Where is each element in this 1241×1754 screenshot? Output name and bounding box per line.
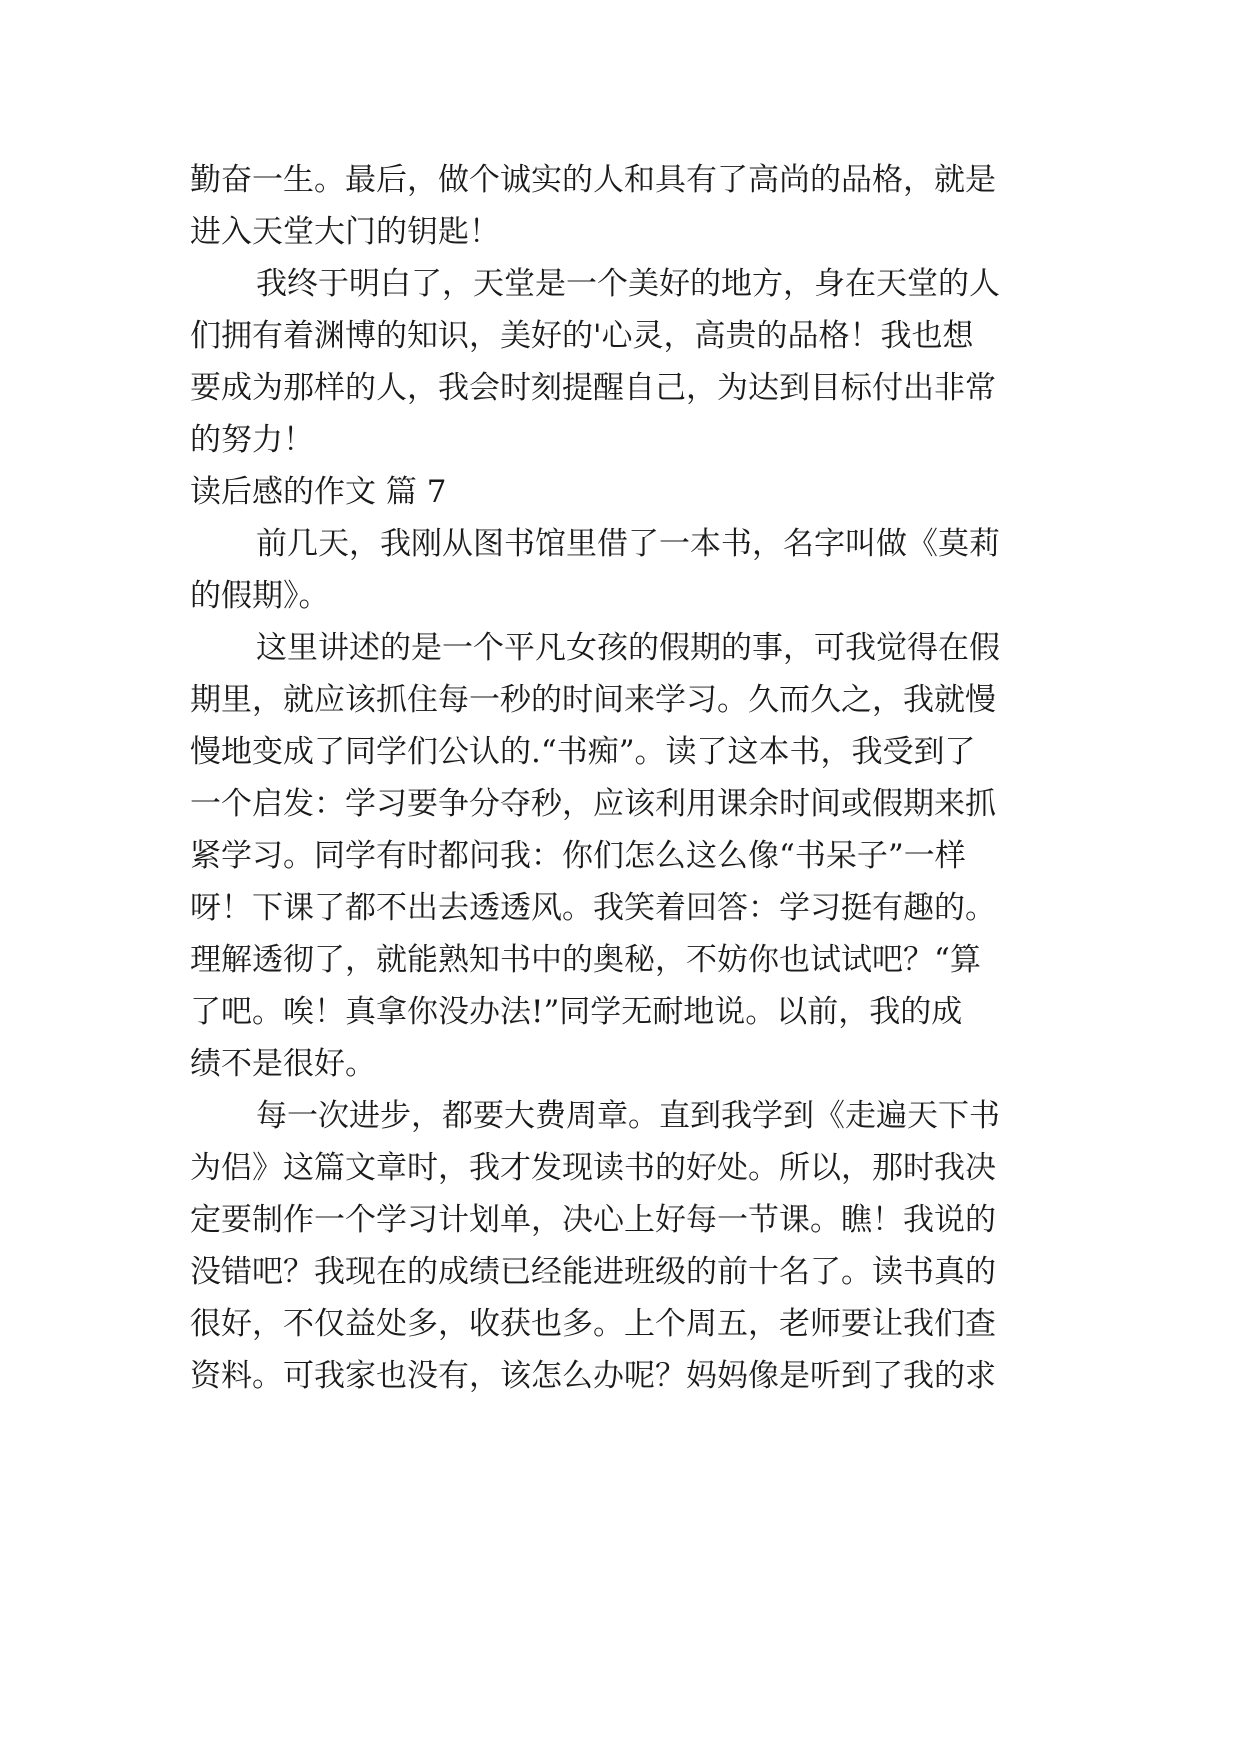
text-line-3: 我终于明白了，天堂是一个美好的地方，身在天堂的人 <box>256 266 1000 302</box>
text-line-22: 没错吧？我现在的成绩已经能进班级的前十名了。读书真的 <box>190 1254 996 1290</box>
text-line-11: 期里，就应该抓住每一秒的时间来学习。久而久之，我就慢 <box>190 682 996 718</box>
text-line-8: 前几天，我刚从图书馆里借了一本书，名字叫做《莫莉 <box>256 526 1000 562</box>
text-line-19: 每一次进步，都要大费周章。直到我学到《走遍天下书 <box>256 1098 1000 1134</box>
text-line-12: 慢地变成了同学们公认的.“书痴”。读了这本书，我受到了 <box>190 734 976 770</box>
text-line-9: 的假期》。 <box>190 578 330 614</box>
text-line-5: 要成为那样的人，我会时刻提醒自己，为达到目标付出非常 <box>190 370 996 406</box>
text-line-20: 为侣》这篇文章时，我才发现读书的好处。所以，那时我决 <box>190 1150 996 1186</box>
section-heading: 读后感的作文 篇 7 <box>190 474 447 510</box>
text-line-15: 呀！下课了都不出去透透风。我笑着回答：学习挺有趣的。 <box>190 890 996 926</box>
text-line-6: 的努力！ <box>190 422 314 458</box>
text-line-16: 理解透彻了，就能熟知书中的奥秘，不妨你也试试吧？“算 <box>190 942 981 978</box>
text-line-2: 进入天堂大门的钥匙！ <box>190 214 500 250</box>
text-line-4: 们拥有着渊博的知识，美好的'心灵，高贵的品格！我也想 <box>190 318 974 354</box>
text-line-1: 勤奋一生。最后，做个诚实的人和具有了高尚的品格，就是 <box>190 162 996 198</box>
text-line-23: 很好，不仅益处多，收获也多。上个周五，老师要让我们查 <box>190 1306 996 1342</box>
text-line-13: 一个启发：学习要争分夺秒，应该利用课余时间或假期来抓 <box>190 786 996 822</box>
text-line-14: 紧学习。同学有时都问我：你们怎么这么像“书呆子”一样 <box>190 838 966 874</box>
text-line-21: 定要制作一个学习计划单，决心上好每一节课。瞧！我说的 <box>190 1202 996 1238</box>
text-line-17: 了吧。唉！真拿你没办法!”同学无耐地说。以前，我的成 <box>190 994 963 1030</box>
text-line-18: 绩不是很好。 <box>190 1046 376 1082</box>
text-line-10: 这里讲述的是一个平凡女孩的假期的事，可我觉得在假 <box>256 630 1000 666</box>
text-line-24: 资料。可我家也没有，该怎么办呢？妈妈像是听到了我的求 <box>190 1358 996 1394</box>
